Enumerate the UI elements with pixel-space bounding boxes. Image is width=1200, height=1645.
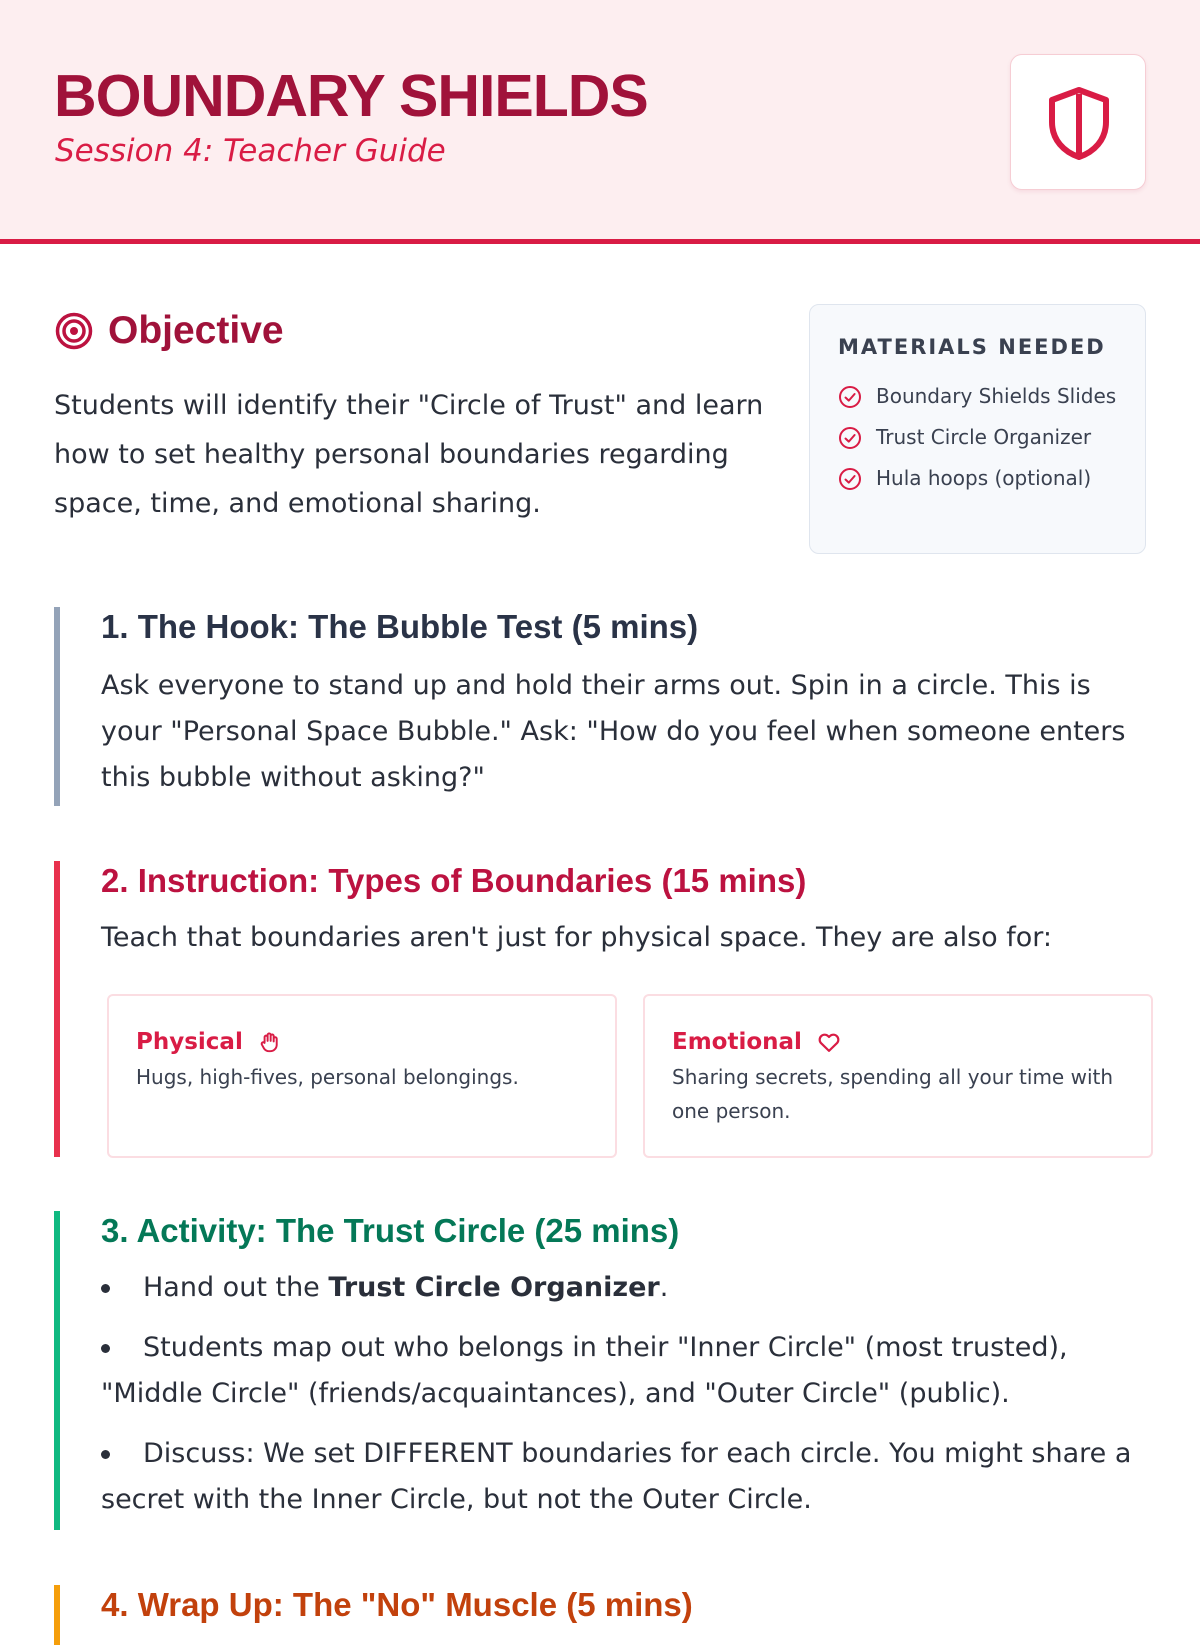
- shield-badge: [1010, 54, 1146, 190]
- section-title: 4. Wrap Up: The "No" Muscle (5 mins): [101, 1586, 693, 1623]
- card-emotional: [643, 994, 1153, 1158]
- page-subtitle: Session 4: Teacher Guide: [55, 133, 446, 169]
- boundary-cards: [107, 994, 1152, 1158]
- objective-text: Students will identify their "Circle of Trust" and learn how to set healthy personal boundaries regarding space, time, and emotional sharing.: [54, 390, 764, 519]
- objective-heading: [54, 306, 284, 356]
- section-text: Teach that boundaries aren't just for physical space. They are also for:: [101, 922, 1052, 953]
- list-item: [838, 462, 1128, 495]
- check-circle-icon: [838, 467, 862, 491]
- shield-icon: [1045, 85, 1113, 161]
- list-item: [101, 1431, 1146, 1523]
- section-text: Ask everyone to stand up and hold their arms out. Spin in a circle. This is your "Personal Space Bubble." Ask: "How do you feel when someone enters this bubble without asking?": [101, 670, 1126, 793]
- bullet-text: Discuss: We set DIFFERENT boundaries for each circle. You might share a secret with the Inner Circle, but not the Outer Circle.: [101, 1438, 1132, 1515]
- materials-box: [809, 304, 1146, 554]
- hand-icon: [257, 1029, 283, 1055]
- section-wrapup: [54, 1585, 1146, 1645]
- target-icon: [54, 311, 94, 351]
- card-text: Sharing secrets, spending all your time with one person.: [672, 1065, 1114, 1123]
- check-circle-icon: [838, 426, 862, 450]
- section-hook: [54, 607, 1146, 806]
- materials-list: [838, 380, 1128, 503]
- section-title: 1. The Hook: The Bubble Test (5 mins): [101, 608, 699, 645]
- bullet-text: Students map out who belongs in their "Inner Circle" (most trusted), "Middle Circle" (friends/acquaintances), and "Outer Circle" (public).: [101, 1332, 1068, 1409]
- card-title-row: [672, 1026, 1125, 1058]
- section-title: 2. Instruction: Types of Boundaries (15 mins): [101, 862, 807, 899]
- list-item: [838, 380, 1128, 413]
- material-label: Boundary Shields Slides: [876, 384, 1117, 408]
- heart-icon: [816, 1029, 842, 1055]
- materials-title: MATERIALS NEEDED: [838, 335, 1106, 359]
- card-text: Hugs, high-fives, personal belongings.: [136, 1065, 519, 1089]
- list-item: [838, 421, 1128, 454]
- bullet-text: Hand out the: [143, 1272, 329, 1303]
- material-label: Hula hoops (optional): [876, 466, 1092, 490]
- list-item: [101, 1325, 1146, 1417]
- section-activity: [54, 1211, 1146, 1530]
- check-circle-icon: [838, 385, 862, 409]
- bullet-text: .: [659, 1272, 669, 1303]
- card-title: Emotional: [672, 1029, 802, 1055]
- list-item: [101, 1265, 1146, 1311]
- page-title: BOUNDARY SHIELDS: [54, 63, 648, 129]
- material-label: Trust Circle Organizer: [876, 425, 1092, 449]
- section-instruction: [54, 861, 1146, 1157]
- card-physical: [107, 994, 617, 1158]
- card-title: Physical: [136, 1029, 243, 1055]
- objective-title: Objective: [108, 309, 284, 352]
- bullet-bold-text: Trust Circle Organizer: [328, 1272, 660, 1303]
- card-title-row: [136, 1026, 589, 1058]
- activity-list: [101, 1265, 1146, 1523]
- section-title: 3. Activity: The Trust Circle (25 mins): [101, 1212, 680, 1249]
- page-header: [0, 0, 1200, 244]
